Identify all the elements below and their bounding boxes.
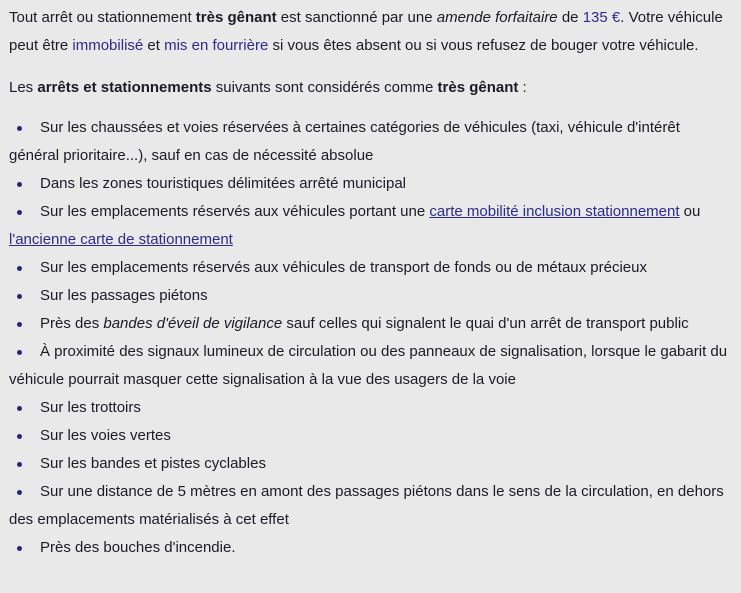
intro-emphasis-arrets-stationnements: arrêts et stationnements [37, 79, 212, 96]
list-item-label: Sur une distance de 5 mètres en amont des passages piétons dans le sens de la circulation, en dehors des emplacements matérialisés à cet effet [9, 483, 724, 528]
bullet-icon [17, 210, 22, 215]
intro-text-segment: : [518, 79, 527, 96]
link-ancienne-carte-de-stationnement[interactable]: l'ancienne carte de stationnement [9, 231, 233, 248]
list-item [9, 394, 731, 422]
list-item-label: Près des [40, 315, 104, 332]
intro-text-segment: suivants sont considérés comme [211, 79, 438, 96]
rules-list [9, 114, 731, 562]
bullet-icon [17, 546, 22, 551]
list-item-label: Sur les emplacements réservés aux véhicules portant une [40, 203, 430, 220]
intro-emphasis-tres-genant-2: très gênant [437, 79, 519, 96]
bullet-icon [17, 490, 22, 495]
list-item [9, 478, 731, 534]
list-item [9, 170, 731, 198]
list-item-label: Près des bouches d'incendie. [40, 539, 236, 556]
list-item [9, 422, 731, 450]
bullet-icon [17, 266, 22, 271]
intro-text-segment: si vous êtes absent ou si vous refusez de bouger votre véhicule. [268, 37, 699, 54]
link-immobilise[interactable]: immobilisé [72, 37, 144, 54]
list-item-label: Sur les voies vertes [40, 427, 171, 444]
list-item-label: Dans les zones touristiques délimitées arrêté municipal [40, 175, 407, 192]
bullet-icon [17, 350, 22, 355]
bullet-icon [17, 294, 22, 299]
link-amende-135-euros[interactable]: 135 € [582, 9, 621, 26]
intro-text-segment: Tout arrêt ou stationnement [9, 9, 196, 26]
list-item [9, 198, 731, 254]
list-item [9, 534, 731, 562]
link-carte-mobilite-inclusion-stationnement[interactable]: carte mobilité inclusion stationnement [429, 203, 680, 220]
bullet-icon [17, 434, 22, 439]
list-item [9, 114, 731, 170]
intro-italic-amende-forfaitaire: amende forfaitaire [436, 9, 558, 26]
list-item-label: sauf celles qui signalent le quai d'un arrêt de transport public [282, 315, 689, 332]
list-item [9, 282, 731, 310]
intro-text-segment: est sanctionné par une [276, 9, 437, 26]
list-item-label: Sur les trottoirs [40, 399, 141, 416]
list-item [9, 254, 731, 282]
bullet-icon [17, 182, 22, 187]
intro-emphasis-tres-genant: très gênant [195, 9, 277, 26]
list-item-label: À proximité des signaux lumineux de circulation ou des panneaux de signalisation, lorsque le gabarit du véhicule pourrait masquer cette signalisation à la vue des usagers de la voie [9, 343, 728, 388]
bullet-icon [17, 406, 22, 411]
intro-text-segment: Les [9, 79, 38, 96]
intro-paragraph-2 [9, 74, 731, 102]
list-item-label: Sur les emplacements réservés aux véhicules de transport de fonds ou de métaux précieux [40, 259, 647, 276]
intro-paragraph-1 [9, 4, 731, 60]
list-item-label: Sur les bandes et pistes cyclables [40, 455, 266, 472]
bullet-icon [17, 322, 22, 327]
intro-text-segment: . Votre véhicule peut être [9, 9, 723, 54]
link-mis-en-fourriere[interactable]: mis en fourrière [164, 37, 269, 54]
list-item [9, 450, 731, 478]
bullet-icon [17, 462, 22, 467]
list-item-label: Sur les chaussées et voies réservées à certaines catégories de véhicules (taxi, véhicule d'intérêt général prioritaire...), sauf en cas de nécessité absolue [9, 119, 680, 164]
list-item-label: ou [679, 203, 701, 220]
list-item-label: Sur les passages piétons [40, 287, 208, 304]
list-item [9, 310, 731, 338]
italic-bandes-eveil-vigilance: bandes d'éveil de vigilance [103, 315, 283, 332]
intro-text-segment: de [557, 9, 583, 26]
list-item [9, 338, 731, 394]
bullet-icon [17, 126, 22, 131]
intro-text-segment: et [143, 37, 165, 54]
